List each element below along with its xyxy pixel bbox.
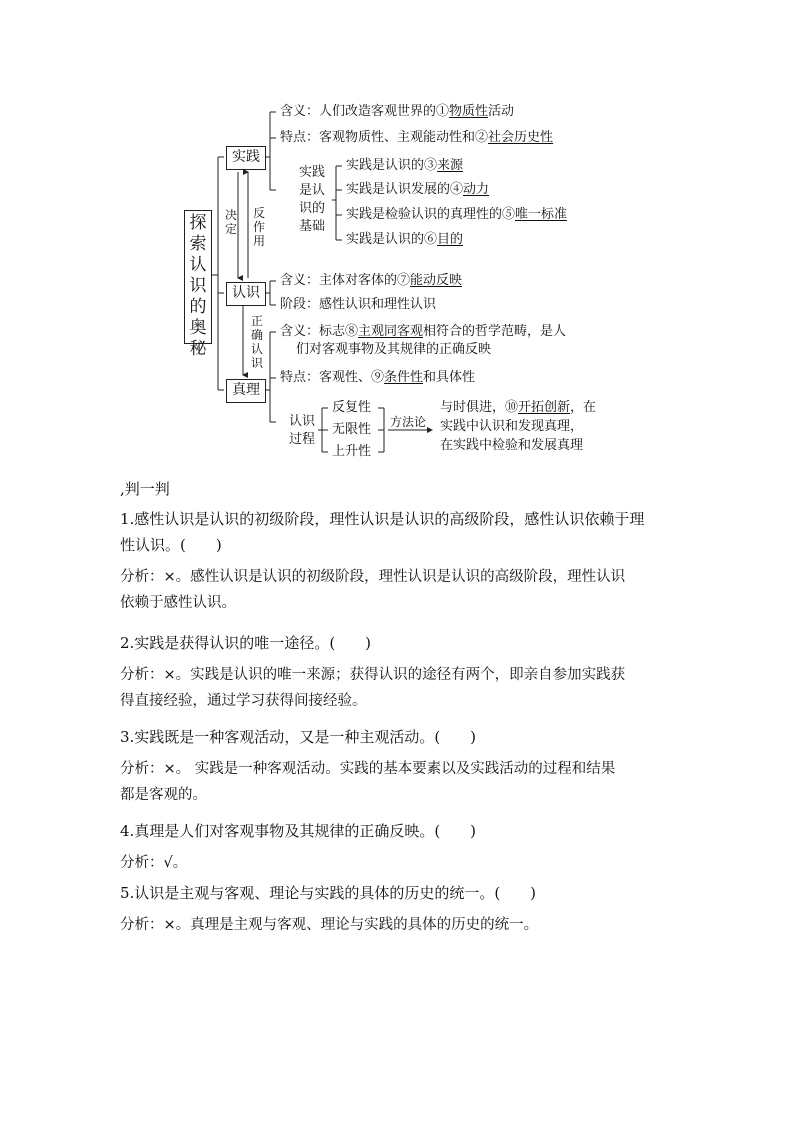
arrow-label-correct: 正确认识 bbox=[250, 314, 263, 370]
basis-blank: 唯一标准 bbox=[515, 207, 568, 222]
analysis-line: 分析：×。感性认识是认识的初级阶段，理性认识是认识的高级阶段，理性认识 bbox=[120, 569, 626, 585]
root-node bbox=[184, 210, 212, 359]
question-block bbox=[120, 880, 680, 938]
method-label: 方法论 bbox=[390, 415, 427, 429]
truth-node-label: 真理 bbox=[232, 382, 260, 398]
question-line: 2.实践是获得认识的唯一途径。( ) bbox=[120, 634, 372, 652]
process-label: 认识过程 bbox=[288, 414, 315, 447]
method-blank: 开拓创新 bbox=[518, 400, 571, 415]
practice-def-pre: 含义：人们改造客观世界的① bbox=[280, 104, 450, 119]
method-line3: 在实践中检验和发展真理 bbox=[440, 438, 584, 453]
analysis-line: 分析：×。 实践是一种客观活动。实践的基本要素以及实践活动的过程和结果 bbox=[120, 761, 616, 777]
question-block bbox=[120, 724, 680, 808]
truth-definition-line2: 们对客观事物及其规律的正确反映 bbox=[296, 342, 492, 357]
basis-label: 实践是认识的基础 bbox=[298, 165, 325, 234]
truth-feat-blank: 条件性 bbox=[384, 370, 424, 385]
method-post: ，在 bbox=[570, 400, 597, 415]
question-line: 5.认识是主观与客观、理论与实践的具体的历史的统一。( ) bbox=[120, 884, 537, 902]
basis-text: 实践是检验认识的真理性的⑤ bbox=[346, 207, 516, 222]
truth-def-blank: 主观同客观 bbox=[358, 324, 424, 339]
question-block bbox=[120, 818, 680, 876]
practice-feat-blank: 社会历史性 bbox=[488, 130, 554, 145]
practice-def-blank: 物质性 bbox=[449, 104, 489, 119]
basis-blank: 动力 bbox=[463, 182, 490, 197]
method-line1 bbox=[440, 400, 596, 416]
practice-def-post: 活动 bbox=[488, 104, 515, 119]
cognition-definition bbox=[280, 273, 462, 289]
question-line: 1.感性认识是认识的初级阶段，理性认识是认识的高级阶段，感性认识依赖于理 bbox=[120, 510, 645, 528]
analysis-line: 依赖于感性认识。 bbox=[120, 595, 236, 611]
truth-def-pre: 含义：标志⑧ bbox=[280, 324, 359, 339]
basis-blank: 来源 bbox=[437, 158, 464, 173]
practice-node bbox=[226, 146, 266, 170]
arrow-label-react: 反作用 bbox=[252, 206, 265, 248]
question-line: 4.真理是人们对客观事物及其规律的正确反映。( ) bbox=[120, 822, 477, 840]
truth-feat-post: 和具体性 bbox=[423, 370, 476, 385]
root-label: 探索认识的奥秘 bbox=[189, 213, 207, 359]
analysis-line: 分析：×。实践是认识的唯一来源；获得认识的途径有两个，即亲自参加实践获 bbox=[120, 667, 626, 683]
analysis-line: 分析：×。真理是主观与客观、理论与实践的具体的历史的统一。 bbox=[120, 917, 539, 933]
truth-feat-pre: 特点：客观性、⑨ bbox=[280, 370, 385, 385]
cognition-stage: 阶段：感性认识和理性认识 bbox=[280, 297, 437, 312]
analysis-line: 得直接经验，通过学习获得间接经验。 bbox=[120, 693, 367, 709]
method-line2: 实践中认识和发现真理， bbox=[440, 419, 584, 434]
practice-definition bbox=[280, 104, 514, 120]
practice-feature bbox=[280, 130, 553, 146]
method-pre: 与时俱进，⑩ bbox=[440, 400, 519, 415]
basis-item bbox=[346, 158, 463, 174]
cognition-def-pre: 含义：主体对客体的⑦ bbox=[280, 273, 411, 288]
practice-node-label: 实践 bbox=[232, 149, 260, 165]
basis-text: 实践是认识的⑥ bbox=[346, 232, 438, 247]
basis-item bbox=[346, 182, 489, 198]
truth-def-post: 相符合的哲学范畴，是人 bbox=[423, 324, 567, 339]
basis-text: 实践是认识发展的④ bbox=[346, 182, 464, 197]
question-block bbox=[120, 506, 680, 616]
truth-definition bbox=[280, 324, 566, 340]
analysis-line: 都是客观的。 bbox=[120, 787, 207, 803]
basis-text: 实践是认识的③ bbox=[346, 158, 438, 173]
practice-feat-pre: 特点：客观物质性、主观能动性和② bbox=[280, 130, 489, 145]
cognition-def-blank: 能动反映 bbox=[410, 273, 463, 288]
question-line: 性认识。( ) bbox=[120, 536, 222, 554]
process-item: 无限性 bbox=[332, 422, 372, 437]
section-title: ,判一判 bbox=[120, 480, 170, 498]
truth-node bbox=[226, 379, 266, 403]
basis-item bbox=[346, 207, 567, 223]
arrow-label-decide: 决定 bbox=[224, 208, 237, 236]
process-item: 上升性 bbox=[332, 444, 372, 459]
analysis-line: 分析：√。 bbox=[120, 855, 188, 871]
process-item: 反复性 bbox=[332, 400, 372, 415]
cognition-node-label: 认识 bbox=[232, 285, 260, 301]
cognition-node bbox=[226, 282, 266, 306]
basis-item bbox=[346, 232, 463, 248]
basis-blank: 目的 bbox=[437, 232, 464, 247]
question-block bbox=[120, 630, 680, 714]
question-line: 3.实践既是一种客观活动，又是一种主观活动。( ) bbox=[120, 728, 477, 746]
truth-feature bbox=[280, 370, 475, 386]
